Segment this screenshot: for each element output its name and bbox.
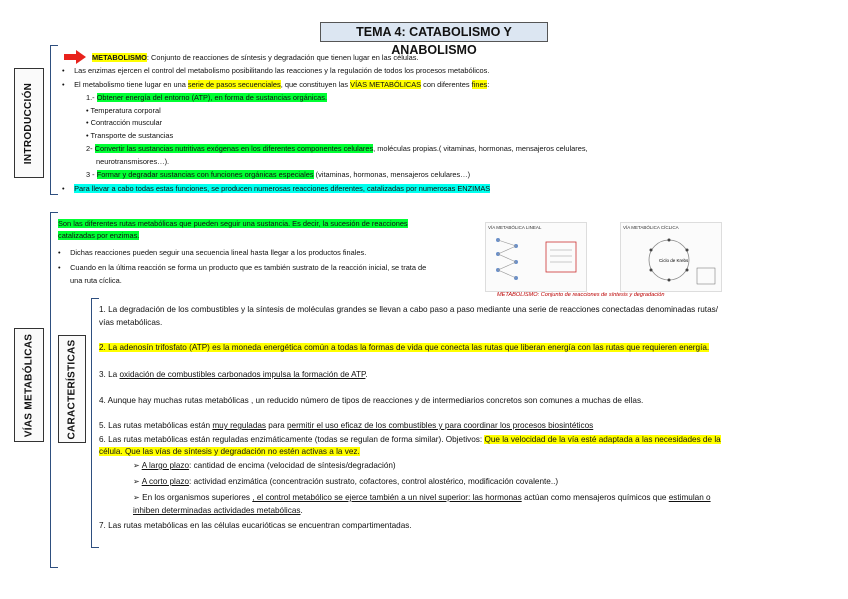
- red-arrow-icon: [64, 50, 86, 64]
- caract-7: 7. Las rutas metabólicas en las células eucarióticas se encuentran compartimentadas.: [99, 521, 412, 530]
- intro-fin-3: 3 - Formar y degradar sustancias con funciones orgánicas especiales (vitaminas, hormonas, mensajeros celulares…): [86, 170, 471, 179]
- caract-brace-top: [91, 298, 99, 299]
- caract-1: 1. La degradación de los combustibles y la síntesis de moléculas grandes se llevan a cabo paso a paso mediante una serie de reacciones conectadas denominadas rutas/: [99, 305, 718, 314]
- intro-side-label-box: [14, 68, 44, 178]
- intro-fin-1-sub1: • Temperatura corporal: [86, 106, 161, 115]
- intro-fin-2: 2- Convertir las sustancias nutritivas exógenas en los diferentes componentes celulares, moléculas propias.( vitaminas, hormonas, mensajeros celulares,: [86, 144, 588, 153]
- intro-fin-2-cont: neurotransmisores…).: [96, 157, 170, 166]
- intro-fin-1-sub3: • Transporte de sustancias: [86, 131, 174, 140]
- diagram-caption: METABOLISMO: Conjunto de reacciones de síntesis y degradación: [497, 292, 665, 298]
- page-title: TEMA 4: CATABOLISMO Y ANABOLISMO: [320, 22, 548, 42]
- vias-bullet-lineal: • Dichas reacciones pueden seguir una secuencia lineal hasta llegar a los productos finales.: [58, 248, 366, 257]
- caract-brace-bottom: [91, 547, 99, 548]
- arrowhead-icon: ➢: [133, 493, 143, 502]
- caract-6: 6. Las rutas metabólicas están reguladas enzimáticamente (todas se regulan de forma similar). Objetivos: Que la velocidad de la vía esté adaptada a las necesidades de la: [99, 435, 721, 444]
- intro-line-metabolismo: METABOLISMO: Conjunto de reacciones de síntesis y degradación que tienen lugar en las células.: [92, 53, 419, 62]
- vias-side-label: VÍAS METABÓLICAS: [23, 333, 35, 437]
- caract-6-cont: célula. Que las vías de síntesis y degradación no estén activas a la vez.: [99, 447, 360, 456]
- vias-definition-1: Son las diferentes rutas metabólicas que pueden seguir una sustancia. Es decir, la sucesión de reacciones: [58, 219, 408, 228]
- intro-line-vias: • El metabolismo tiene lugar en una serie de pasos secuenciales, que constituyen las VÍAS METABÓLICAS con diferentes fines:: [62, 80, 489, 89]
- vias-side-label-box: [14, 328, 44, 442]
- caract-6-sub-hormonas: ➢ En los organismos superiores , el control metabólico se ejerce también a un nivel superior: las hormonas actúan como mensajeros químicos que estimulan o: [133, 493, 711, 502]
- linear-pathway-title: VÍA METABÓLICA LINEAL: [488, 225, 542, 230]
- cyclic-pathway-diagram: [620, 222, 722, 292]
- intro-fin-1-sub2: • Contracción muscular: [86, 118, 163, 127]
- vias-bullet-ciclica-cont: una ruta cíclica.: [70, 276, 122, 285]
- krebs-label: Ciclo de Krebs: [659, 258, 689, 263]
- cyclic-pathway-graphic: [621, 232, 721, 290]
- caract-6-sub-hormonas-cont: inhiben determinadas actividades metabólicas.: [133, 506, 303, 515]
- caract-side-label-box: [58, 335, 86, 443]
- caract-6-sub-corto: ➢ A corto plazo: actividad enzimática (concentración sustrato, cofactores, control alostérico, modificación covalente..): [133, 477, 559, 486]
- caract-3: 3. La oxidación de combustibles carbonados impulsa la formación de ATP.: [99, 370, 368, 379]
- intro-side-label: INTRODUCCIÓN: [23, 82, 35, 164]
- cyclic-pathway-title: VÍA METABÓLICA CÍCLICA: [623, 225, 679, 230]
- vias-brace-top: [50, 212, 58, 213]
- linear-pathway-graphic: [486, 232, 586, 290]
- intro-brace-bottom: [50, 194, 58, 195]
- vias-brace: [50, 212, 51, 568]
- arrowhead-icon: ➢: [133, 461, 142, 470]
- intro-line-enzimas-final: • Para llevar a cabo todas estas funciones, se producen numerosas reacciones diferentes, catalizadas por numerosas ENZIMAS: [62, 184, 490, 193]
- vias-definition-2: catalizadas por enzimas.: [58, 231, 140, 240]
- linear-pathway-diagram: [485, 222, 587, 292]
- vias-brace-bottom: [50, 567, 58, 568]
- caract-6-sub-largo: ➢ A largo plazo: cantidad de encima (velocidad de síntesis/degradación): [133, 461, 396, 470]
- vias-bullet-ciclica: • Cuando en la última reacción se forma un producto que es también sustrato de la reacción inicial, se trata de: [58, 263, 426, 272]
- intro-brace: [50, 45, 51, 195]
- caract-2: 2. La adenosín trifosfato (ATP) es la moneda energética común a todas la formas de vida que conecta las rutas que liberan energía con las rutas que requieren energía.: [99, 343, 710, 352]
- intro-line-enzimas: • Las enzimas ejercen el control del metabolismo posibilitando las reacciones y la regulación de todos los procesos metabólicos.: [62, 66, 489, 75]
- caract-4: 4. Aunque hay muchas rutas metabólicas , un reducido número de tipos de reacciones y de intermediarios concretos son comunes a muchas de ellas.: [99, 396, 644, 405]
- caract-5: 5. Las rutas metabólicas están muy reguladas para permitir el uso eficaz de los combustibles y para coordinar los procesos biosintéticos: [99, 421, 594, 430]
- caract-brace: [91, 298, 92, 548]
- caract-1-cont: vías metabólicas.: [99, 318, 163, 327]
- arrowhead-icon: ➢: [133, 477, 142, 486]
- intro-brace-top: [50, 45, 58, 46]
- intro-fin-1: 1.- Obtener energía del entorno (ATP), en forma de sustancias orgánicas.: [86, 93, 328, 102]
- caract-side-label: CARACTERÍSTICAS: [66, 338, 78, 440]
